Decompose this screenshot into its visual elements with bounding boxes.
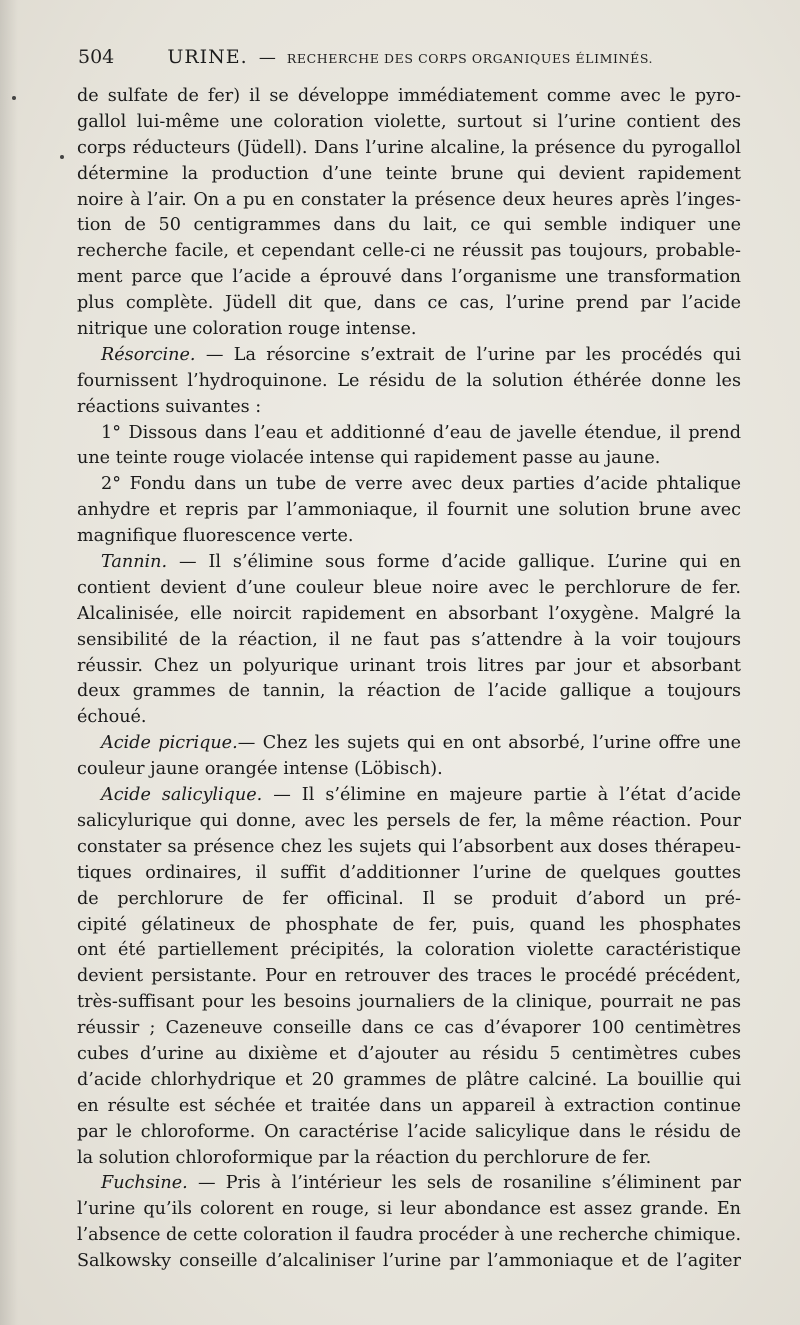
line-text: — Il s’élimine sous forme d’acide gallique. L’urine qui en <box>167 552 741 573</box>
text-line <box>77 550 741 576</box>
text-line <box>77 472 741 498</box>
section-heading: Résorcine. <box>101 344 196 365</box>
page-number: 504 <box>78 46 115 68</box>
text-line <box>77 317 741 343</box>
line-text: Salkowsky conseille d’alcaliniser l’urine par l’ammoniaque et de l’agiter <box>77 1251 741 1272</box>
line-text: de sulfate de fer) il se développe immédiatement comme avec le pyro- <box>77 86 741 106</box>
text-line <box>77 446 741 472</box>
line-text: Alcalinisée, elle noircit rapidement en absorbant l’oxygène. Malgré la <box>77 603 741 624</box>
line-text: 2° Fondu dans un tube de verre avec deux parties d’acide phtalique <box>101 474 741 495</box>
text-line <box>77 239 741 265</box>
line-text: plus complète. Jüdell dit que, dans ce cas, l’urine prend par l’acide <box>77 293 741 314</box>
text-line <box>77 628 741 654</box>
text-line <box>77 1197 741 1223</box>
line-text: contient devient d’une couleur bleue noire avec le perchlorure de fer. <box>77 577 741 598</box>
line-text: — La résorcine s’extrait de l’urine par les procédés qui <box>195 344 741 365</box>
header-dash: — <box>258 48 276 68</box>
line-text: 1° Dissous dans l’eau et additionné d’eau de javelle étendue, il prend <box>101 422 741 443</box>
running-header <box>78 46 758 76</box>
line-text: très-suffisant pour les besoins journaliers de la clinique, pourrait ne pas <box>77 992 741 1013</box>
section-heading: Fuchsine. <box>101 1173 188 1194</box>
line-text: détermine la production d’une teinte brune qui devient rapidement <box>77 163 741 184</box>
text-line <box>77 1120 741 1146</box>
text-line <box>77 731 741 757</box>
text-line <box>77 990 741 1016</box>
margin-speck <box>60 155 64 159</box>
line-text: une teinte rouge violacée intense qui rapidement passe au jaune. <box>77 448 661 469</box>
text-line <box>77 1016 741 1042</box>
text-line <box>77 421 741 447</box>
line-text: noire à l’air. On a pu en constater la présence deux heures après l’inges- <box>77 189 741 210</box>
line-text: ont été partiellement précipités, la coloration violette caractéristique <box>77 940 741 961</box>
line-text: l’urine qu’ils colorent en rouge, si leur abondance est assez grande. En <box>77 1199 741 1220</box>
text-line <box>77 654 741 680</box>
line-text: ment parce que l’acide a éprouvé dans l’organisme une transformation <box>77 267 741 288</box>
line-text: de perchlorure de fer officinal. Il se produit d’abord un pré- <box>77 888 741 909</box>
line-text: réussir. Chez un polyurique urinant trois litres par jour et absorbant <box>77 655 741 676</box>
line-text: cubes d’urine au dixième et d’ajouter au résidu 5 centimètres cubes <box>77 1043 741 1064</box>
text-line <box>77 1094 741 1120</box>
text-line <box>77 524 741 550</box>
text-line <box>77 861 741 887</box>
line-text: anhydre et repris par l’ammoniaque, il fournit une solution brune avec <box>77 500 741 521</box>
text-line <box>77 783 741 809</box>
line-text: tiques ordinaires, il suffit d’additionner l’urine de quelques gouttes <box>77 862 741 883</box>
text-line <box>77 84 741 110</box>
line-text: recherche facile, et cependant celle-ci ne réussit pas toujours, probable- <box>77 241 741 262</box>
section-heading: Acide picrique. <box>101 733 238 754</box>
text-line <box>77 809 741 835</box>
line-text: réactions suivantes : <box>77 396 262 417</box>
line-text: constater sa présence chez les sujets qui l’absorbent aux doses thérapeu- <box>77 836 741 857</box>
text-line <box>77 291 741 317</box>
text-line <box>77 343 741 369</box>
line-text: cipité gélatineux de phosphate de fer, puis, quand les phosphates <box>77 914 741 935</box>
line-text: deux grammes de tannin, la réaction de l’acide gallique a toujours <box>77 681 741 702</box>
line-text: par le chloroforme. On caractérise l’acide salicylique dans le résidu de <box>77 1121 741 1142</box>
text-line <box>77 1223 741 1249</box>
text-line <box>77 498 741 524</box>
text-line <box>77 576 741 602</box>
text-line <box>77 1068 741 1094</box>
text-line <box>77 213 741 239</box>
text-line <box>77 964 741 990</box>
line-text: en résulte est séchée et traitée dans un appareil à extraction continue <box>77 1095 741 1116</box>
section-heading: Acide salicylique. <box>101 785 263 806</box>
text-line <box>77 395 741 421</box>
text-line <box>77 835 741 861</box>
text-line <box>77 188 741 214</box>
text-line <box>77 602 741 628</box>
line-text: tion de 50 centigrammes dans du lait, ce qui semble indiquer une <box>77 215 741 236</box>
line-text: salicylurique qui donne, avec les persels de fer, la même réaction. Pour <box>77 810 741 831</box>
text-line <box>77 1042 741 1068</box>
line-text: nitrique une coloration rouge intense. <box>77 319 417 340</box>
text-line <box>77 1146 741 1172</box>
text-line <box>77 705 741 731</box>
section-heading: Tannin. <box>101 552 168 573</box>
text-line <box>77 110 741 136</box>
text-line <box>77 1249 741 1275</box>
line-text: sensibilité de la réaction, il ne faut pas s’attendre à la voir toujours <box>77 629 741 650</box>
text-line <box>77 938 741 964</box>
text-line <box>77 162 741 188</box>
line-text: échoué. <box>77 707 147 728</box>
line-text: d’acide chlorhydrique et 20 grammes de plâtre calciné. La bouillie qui <box>77 1069 741 1090</box>
text-line <box>77 679 741 705</box>
header-subtitle: RECHERCHE DES CORPS ORGANIQUES ÉLIMINÉS. <box>286 51 654 66</box>
line-text: magnifique fluorescence verte. <box>77 526 354 547</box>
line-text: couleur jaune orangée intense (Löbisch). <box>77 759 443 780</box>
line-text: l’absence de cette coloration il faudra procéder à une recherche chimique. <box>77 1225 741 1246</box>
text-line <box>77 887 741 913</box>
text-line <box>77 913 741 939</box>
text-line <box>77 369 741 395</box>
header-title: URINE. <box>167 46 248 68</box>
line-text: — Chez les sujets qui en ont absorbé, l’urine offre une <box>237 733 741 754</box>
line-text: fournissent l’hydroquinone. Le résidu de la solution éthérée donne les <box>77 370 741 391</box>
text-line <box>77 757 741 783</box>
line-text: gallol lui-même une coloration violette, surtout si l’urine contient des <box>77 111 741 132</box>
line-text: devient persistante. Pour en retrouver des traces le procédé précédent, <box>77 966 741 987</box>
text-line <box>77 136 741 162</box>
body-text <box>77 84 741 1275</box>
line-text: — Il s’élimine en majeure partie à l’état d’acide <box>262 785 741 806</box>
text-line <box>77 265 741 291</box>
line-text: la solution chloroformique par la réaction du perchlorure de fer. <box>77 1147 652 1168</box>
line-text: — Pris à l’intérieur les sels de rosaniline s’éliminent par <box>187 1173 741 1194</box>
line-text: réussir ; Cazeneuve conseille dans ce cas d’évaporer 100 centimètres <box>77 1018 741 1039</box>
line-text: corps réducteurs (Jüdell). Dans l’urine alcaline, la présence du pyrogallol <box>77 137 741 158</box>
text-line <box>77 1171 741 1197</box>
margin-speck <box>12 96 16 100</box>
